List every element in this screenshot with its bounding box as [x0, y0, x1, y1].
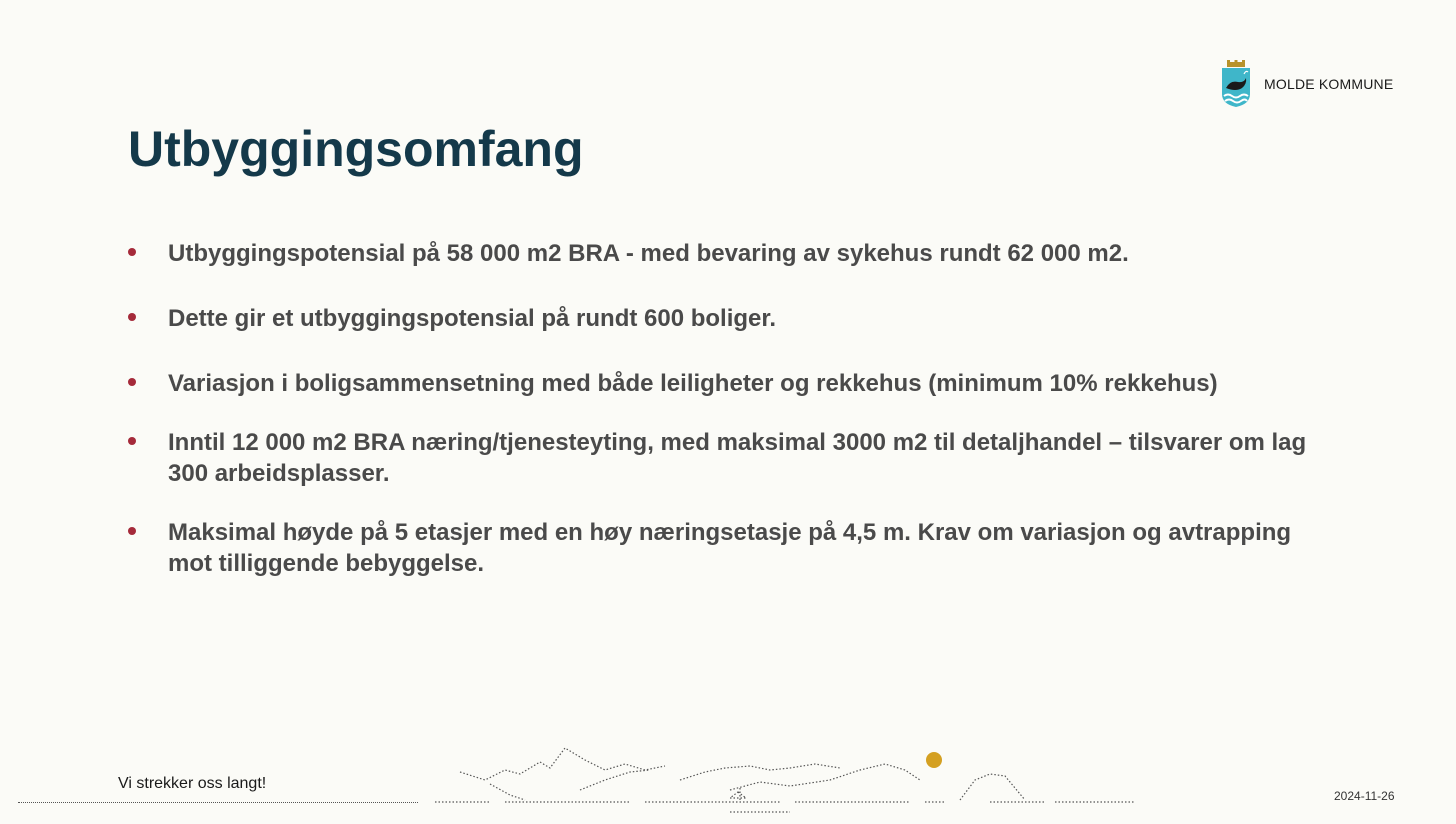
slide-date: 2024-11-26: [1334, 789, 1395, 803]
bullet-text: Maksimal høyde på 5 etasjer med en høy næringsetasje på 4,5 m. Krav om variasjon og avtrapping mot tilliggende bebyggelse.: [168, 519, 1292, 577]
bullet-item: [128, 238, 1328, 269]
footer-slogan: Vi strekker oss langt!: [118, 775, 267, 792]
bullet-dot-icon: [128, 437, 136, 445]
slide-title: Utbyggingsomfang: [128, 121, 584, 177]
footer-divider: [18, 802, 418, 803]
molde-crest-icon: [1220, 60, 1252, 108]
org-name: MOLDE KOMMUNE: [1264, 76, 1394, 92]
mountain-skyline-icon: [430, 740, 1150, 820]
bullet-item: [128, 427, 1328, 489]
bullet-item: [128, 517, 1328, 579]
bullet-dot-icon: [128, 527, 136, 535]
bullet-list: [128, 238, 1328, 607]
bullet-dot-icon: [128, 313, 136, 321]
bullet-dot-icon: [128, 378, 136, 386]
bullet-text: Dette gir et utbyggingspotensial på rundt 600 boliger.: [168, 305, 777, 332]
bullet-text: Utbyggingspotensial på 58 000 m2 BRA - med bevaring av sykehus rundt 62 000 m2.: [168, 240, 1129, 267]
sun-icon: [926, 752, 942, 768]
bullet-item: [128, 303, 1328, 334]
bullet-text: Variasjon i boligsammensetning med både leiligheter og rekkehus (minimum 10% rekkehus): [168, 370, 1218, 397]
bullet-text: Inntil 12 000 m2 BRA næring/tjenesteyting, med maksimal 3000 m2 til detaljhandel – tilsvarer om lag 300 arbeidsplasser.: [168, 429, 1307, 487]
bullet-dot-icon: [128, 248, 136, 256]
bullet-item: [128, 368, 1328, 399]
org-logo: [1220, 60, 1393, 108]
